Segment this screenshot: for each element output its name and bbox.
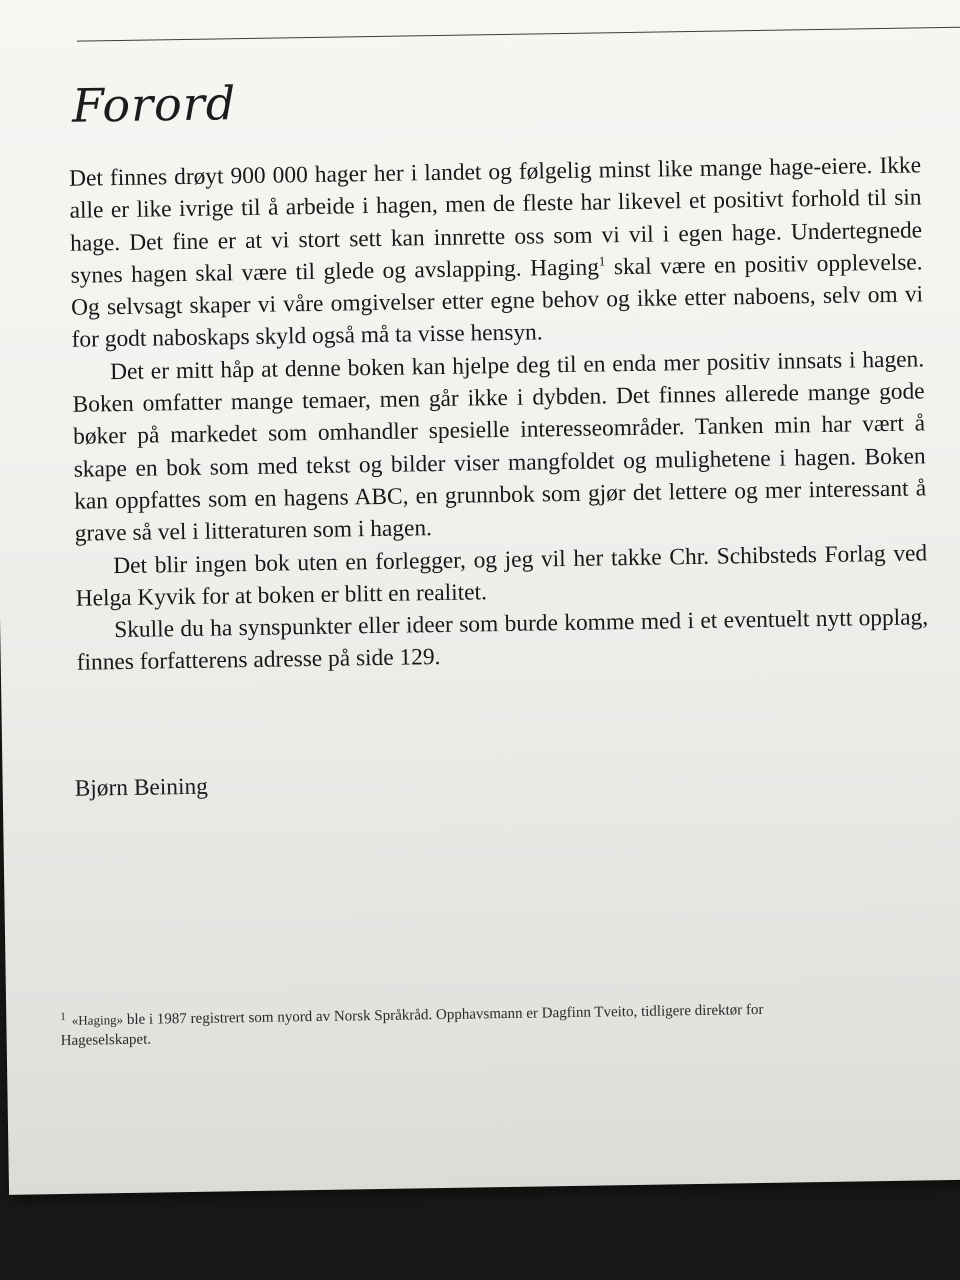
header-rule	[77, 27, 960, 42]
paragraph-1-text-b: skal være en positiv opplevelse. Og selvsagt skaper vi våre omgivelser etter egne behov og ikke etter naboens, selv om vi for godt naboskaps skyld også må ta visse hensyn.	[70, 249, 924, 354]
author-signature: Bjørn Beining	[74, 773, 209, 802]
page-title: Forord	[71, 76, 237, 133]
paragraph-3: Det blir ingen bok uten en forlegger, og jeg vil her takke Chr. Schibsteds Forlag ved Helga Kyvik for at boken er blitt en realitet.	[75, 539, 928, 612]
footnote-mark: 1	[60, 1010, 66, 1024]
paragraph-2: Det er mitt håp at denne boken kan hjelpe deg til en enda mer positiv innsats i hagen. Boken omfatter mange temaer, men går ikke i dybden. Det finnes allerede mange gode bøker på markedet som omhandler spesielle interesseområder. Tanken min har vært å skape en bok som med tekst og bilder viser mangfoldet og mulighetene i hagen. Boken kan oppfattes som en hagens ABC, en grunnbok som gjør det lettere og mer interessant å grave så vel i litteraturen som i hagen.	[72, 346, 927, 548]
paragraph-4: Skulle du ha synspunkter eller ideer som burde komme med i et eventuelt nytt opplag, finnes forfatterens adresse på side 129.	[76, 604, 929, 677]
paragraph-1	[69, 149, 924, 356]
paragraph-1-text-a: Det finnes drøyt 900 000 hager her i landet og følgelig minst like mange hage-eiere. Ikke alle er like ivrige til å arbeide i hagen, men de fleste har likevel et positivt forhold til sin hage. Det fine er at vi stort sett kan innrette oss som vi vil i egen hage. Undertegnede synes hagen skal være til glede og avslapping. Haging	[68, 152, 923, 289]
footnote-reference: 1	[598, 253, 606, 269]
footnote	[60, 995, 821, 1051]
foreword-body	[69, 149, 929, 679]
footnote-term: «Haging»	[71, 1012, 124, 1028]
footnote-text: ble i 1987 registrert som nyord av Norsk Språkråd. Opphavsmann er Dagfinn Tveito, tidligere direktør for Hageselskapet.	[60, 1001, 764, 1050]
